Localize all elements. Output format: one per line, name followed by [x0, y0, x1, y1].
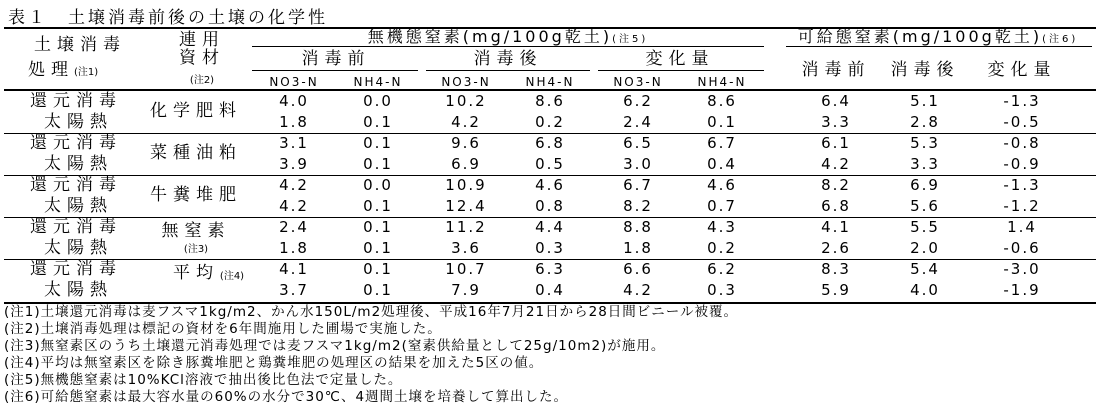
value-cell: 6.1 [821, 134, 851, 152]
value-cell: 6.2 [623, 92, 653, 110]
value-cell: 5.9 [821, 281, 851, 299]
footnote-2: (注2)土壌消毒処理は標記の資材を6年間施用した圃場で実施した。 [4, 321, 442, 337]
value-cell: -1.3 [1003, 176, 1041, 194]
footnote-1: (注1)土壌還元消毒は麦フスマ1kg/m2、かん水150L/m2処理後、平成16年7月21日から28日間ビニール被覆。 [4, 304, 739, 320]
footnote-3: (注3)無窒素区のうち土壌還元消毒処理では麦フスマ1kg/m2(窒素供給量として25g/10m2)が施用。 [4, 338, 666, 354]
value-cell: 6.3 [535, 260, 565, 278]
value-cell: 3.6 [451, 239, 481, 257]
value-cell: 3.1 [279, 134, 309, 152]
value-cell: 6.9 [910, 176, 940, 194]
value-cell: 4.1 [279, 260, 309, 278]
value-cell: 6.4 [821, 92, 851, 110]
value-cell: 5.6 [910, 197, 940, 215]
available-after-header: 消毒後 [890, 60, 960, 80]
available-n-header: 可給態窒素(mg/100g乾土)(注6) [797, 27, 1079, 46]
value-cell: 5.4 [910, 260, 940, 278]
value-cell: -0.6 [1003, 239, 1041, 257]
value-cell: 6.2 [707, 260, 737, 278]
inorganic-change-header: 変化量 [645, 49, 715, 69]
value-cell: 0.1 [363, 155, 393, 173]
value-cell: 1.8 [279, 239, 309, 257]
subheader-rule-after [426, 70, 590, 71]
method-cell: 太陽熱 [44, 112, 113, 132]
material-header: 連用 [179, 30, 225, 50]
value-cell: 0.4 [707, 155, 737, 173]
value-cell: 0.1 [707, 113, 737, 131]
value-cell: 2.0 [910, 239, 940, 257]
value-cell: 4.4 [535, 218, 565, 236]
value-cell: 0.5 [535, 155, 565, 173]
material-cell: 化学肥料 [150, 101, 242, 121]
value-cell: 8.2 [821, 176, 851, 194]
value-cell: 0.3 [535, 239, 565, 257]
material-cell: 無窒素 [161, 221, 231, 241]
treatment-header: 土壌消毒 [34, 35, 126, 55]
value-cell: 10.7 [445, 260, 487, 278]
value-cell: -0.8 [1003, 134, 1041, 152]
value-cell: 0.1 [363, 197, 393, 215]
footnote-6: (注6)可給態窒素は最大容水量の60%の水分で30℃、4週間土壌を培養して算出した。 [4, 389, 569, 405]
col-no3-after: NO3-N [441, 75, 491, 89]
value-cell: -1.9 [1003, 281, 1041, 299]
value-cell: 10.2 [445, 92, 487, 110]
value-cell: 6.8 [821, 197, 851, 215]
value-cell: 9.6 [451, 134, 481, 152]
method-cell: 還元消毒 [30, 217, 122, 237]
value-cell: 4.2 [623, 281, 653, 299]
value-cell: 0.7 [707, 197, 737, 215]
value-cell: 5.5 [910, 218, 940, 236]
value-cell: 6.7 [623, 176, 653, 194]
method-cell: 還元消毒 [30, 133, 122, 153]
material-cell: 牛糞堆肥 [150, 185, 242, 205]
inorganic-before-header: 消毒前 [301, 49, 371, 69]
value-cell: 0.0 [363, 176, 393, 194]
available-change-header: 変化量 [987, 60, 1057, 80]
value-cell: 0.1 [363, 239, 393, 257]
value-cell: 0.2 [707, 239, 737, 257]
value-cell: 2.6 [821, 239, 851, 257]
value-cell: 4.0 [279, 92, 309, 110]
value-cell: 0.4 [535, 281, 565, 299]
value-cell: 1.8 [623, 239, 653, 257]
value-cell: -1.2 [1003, 197, 1041, 215]
material-header-line2: 資材 [179, 48, 225, 68]
col-nh4-change: NH4-N [697, 75, 747, 89]
value-cell: 4.2 [279, 197, 309, 215]
value-cell: 0.1 [363, 218, 393, 236]
value-cell: 4.0 [910, 281, 940, 299]
value-cell: 2.8 [910, 113, 940, 131]
footnote-4: (注4)平均は無窒素区を除き豚糞堆肥と鶏糞堆肥の処理区の結果を加えた5区の値。 [4, 355, 544, 371]
value-cell: 5.1 [910, 92, 940, 110]
method-cell: 還元消毒 [30, 91, 122, 111]
value-cell: 0.1 [363, 113, 393, 131]
value-cell: 6.6 [623, 260, 653, 278]
method-cell: 太陽熱 [44, 238, 113, 258]
col-no3-before: NO3-N [269, 75, 319, 89]
subheader-rule-change [598, 70, 764, 71]
value-cell: -0.5 [1003, 113, 1041, 131]
value-cell: 4.6 [707, 176, 737, 194]
value-cell: 2.4 [623, 113, 653, 131]
table-title: 表１ 土壌消毒前後の土壌の化学性 [8, 8, 328, 28]
value-cell: 8.3 [821, 260, 851, 278]
material-note: (注4) [219, 271, 245, 282]
value-cell: 3.9 [279, 155, 309, 173]
col-nh4-after: NH4-N [525, 75, 575, 89]
inorganic-n-header: 無機態窒素(mg/100g乾土)(注5) [367, 27, 649, 46]
value-cell: 11.2 [445, 218, 487, 236]
value-cell: 1.8 [279, 113, 309, 131]
value-cell: 4.6 [535, 176, 565, 194]
value-cell: 0.1 [363, 281, 393, 299]
material-cell: 平均 [173, 263, 219, 283]
method-cell: 太陽熱 [44, 196, 113, 216]
value-cell: 6.7 [707, 134, 737, 152]
value-cell: 4.2 [279, 176, 309, 194]
value-cell: 0.3 [707, 281, 737, 299]
value-cell: 6.8 [535, 134, 565, 152]
value-cell: 2.4 [279, 218, 309, 236]
treatment-header-line2: 処理(注1) [28, 60, 99, 80]
inorganic-after-header: 消毒後 [473, 49, 543, 69]
value-cell: 0.0 [363, 92, 393, 110]
value-cell: 8.8 [623, 218, 653, 236]
value-cell: -1.3 [1003, 92, 1041, 110]
value-cell: 8.2 [623, 197, 653, 215]
value-cell: 8.6 [707, 92, 737, 110]
value-cell: 10.9 [445, 176, 487, 194]
col-nh4-before: NH4-N [353, 75, 403, 89]
method-cell: 太陽熱 [44, 154, 113, 174]
value-cell: 4.1 [821, 218, 851, 236]
value-cell: 6.5 [623, 134, 653, 152]
value-cell: 6.9 [451, 155, 481, 173]
value-cell: 0.1 [363, 260, 393, 278]
value-cell: 3.3 [910, 155, 940, 173]
method-cell: 太陽熱 [44, 280, 113, 300]
value-cell: -0.9 [1003, 155, 1041, 173]
value-cell: 1.4 [1007, 218, 1037, 236]
material-cell: 菜種油粕 [150, 143, 242, 163]
method-cell: 還元消毒 [30, 175, 122, 195]
footnote-5: (注5)無機態窒素は10%KCl溶液で抽出後比色法で定量した。 [4, 372, 403, 388]
value-cell: 4.2 [821, 155, 851, 173]
value-cell: 5.3 [910, 134, 940, 152]
value-cell: -3.0 [1003, 260, 1041, 278]
material-header-note: (注2) [189, 75, 215, 86]
material-note: (注3) [183, 244, 209, 255]
col-no3-change: NO3-N [613, 75, 663, 89]
value-cell: 0.2 [535, 113, 565, 131]
value-cell: 4.2 [451, 113, 481, 131]
available-before-header: 消毒前 [801, 60, 871, 80]
value-cell: 4.3 [707, 218, 737, 236]
value-cell: 8.6 [535, 92, 565, 110]
value-cell: 0.8 [535, 197, 565, 215]
value-cell: 3.3 [821, 113, 851, 131]
value-cell: 0.1 [363, 134, 393, 152]
method-cell: 還元消毒 [30, 259, 122, 279]
subheader-rule-before [252, 70, 418, 71]
value-cell: 3.0 [623, 155, 653, 173]
value-cell: 7.9 [451, 281, 481, 299]
value-cell: 12.4 [445, 197, 487, 215]
value-cell: 3.7 [279, 281, 309, 299]
